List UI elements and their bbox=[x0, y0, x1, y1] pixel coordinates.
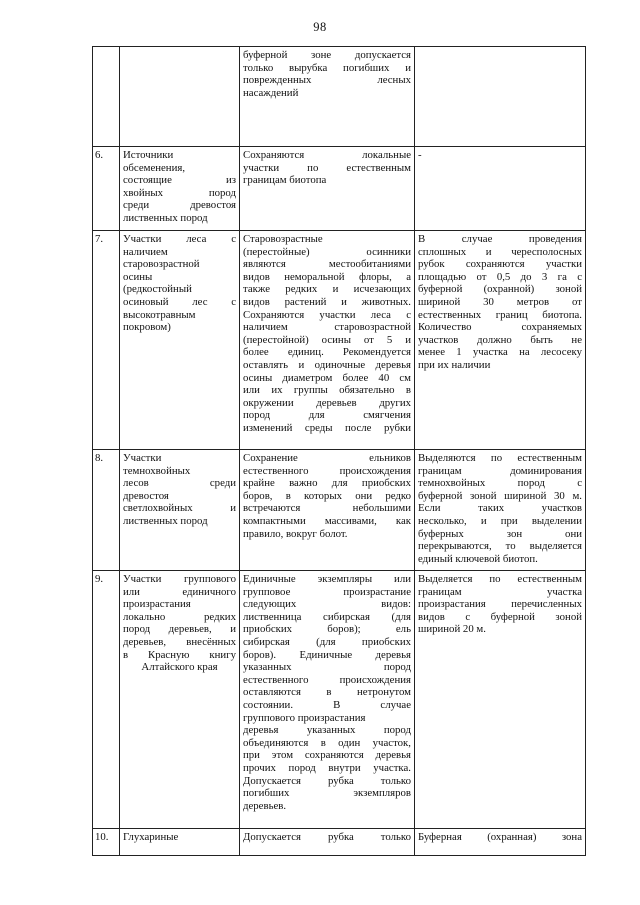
cell-text-line: деревьев. bbox=[243, 799, 287, 812]
cell-text-line: перекрываются, то выделяется bbox=[418, 540, 582, 553]
cell-text-line: Сохраняются локальные bbox=[243, 149, 411, 161]
biotope-name-cell bbox=[120, 231, 240, 450]
cell-text-line: Единичные экземпляры или bbox=[243, 573, 411, 585]
cell-text-line: Допускается рубка только bbox=[243, 774, 411, 787]
cell-text-line: оставляются в нетронутом bbox=[243, 686, 411, 699]
cell-text-line: высокотравным bbox=[123, 308, 196, 321]
allocation-rule-cell bbox=[415, 147, 586, 231]
cell-text-line: единый ключевой биотоп. bbox=[418, 552, 538, 565]
cell-text-line: пород деревьев, и bbox=[123, 623, 236, 636]
row-number-cell: 9. bbox=[93, 571, 120, 829]
cell-text-line: Источники bbox=[123, 149, 174, 161]
allocation-rule-cell bbox=[415, 571, 586, 829]
allocation-rule-cell bbox=[415, 450, 586, 571]
description-cell bbox=[240, 571, 415, 829]
cell-text-line: встречаются небольшими bbox=[243, 502, 411, 515]
cell-text-line: лиственных пород bbox=[123, 211, 208, 224]
cell-text-line: буферной зоне допускается bbox=[243, 49, 411, 61]
cell-text-line: наличием bbox=[123, 245, 168, 258]
cell-text-line: естественного происхождения bbox=[243, 464, 411, 477]
cell-text-line: осины bbox=[123, 270, 153, 283]
cell-text-line: поврежденных лесных bbox=[243, 74, 411, 87]
cell-text-line: в Красную книгу bbox=[123, 648, 236, 661]
cell-text-line: указанных пород bbox=[243, 661, 411, 674]
cell-text-line: боров). Единичные деревья bbox=[243, 648, 411, 661]
cell-text-line: также редких и исчезающих bbox=[243, 283, 411, 296]
cell-text-line: наличием старовозрастной bbox=[243, 321, 411, 334]
cell-text-line: осиновый лес с bbox=[123, 295, 236, 308]
description-cell bbox=[240, 450, 415, 571]
cell-text-line: рубок сохраняются участки bbox=[418, 258, 582, 271]
cell-text-line: при их наличии bbox=[418, 358, 491, 371]
cell-text-line: светлохвойных и bbox=[123, 502, 236, 515]
cell-text-line: Сохраняются участки леса с bbox=[243, 308, 411, 321]
cell-text-line: более единиц. Рекомендуется bbox=[243, 346, 411, 359]
cell-text-line: погибших экземпляров bbox=[243, 787, 411, 800]
cell-text-line: участков должно быть не bbox=[418, 333, 582, 346]
cell-text-line: (перестойной) осины от 5 и bbox=[243, 333, 411, 346]
biotope-name-cell bbox=[120, 829, 240, 856]
cell-text-line: или единичного bbox=[123, 585, 236, 598]
cell-text-line: естественного происхождения bbox=[243, 673, 411, 686]
allocation-rule-cell bbox=[415, 231, 586, 450]
cell-text-line: компактными массивами, как bbox=[243, 514, 411, 527]
cell-text-line: - bbox=[418, 149, 422, 161]
cell-text-line: произрастания bbox=[123, 598, 191, 611]
allocation-rule-cell bbox=[415, 829, 586, 856]
cell-text-line: (редкостойный bbox=[123, 283, 192, 296]
cell-text-line: Старовозрастные bbox=[243, 233, 323, 245]
biotope-name-cell bbox=[120, 571, 240, 829]
cell-text-line: Участки группового bbox=[123, 573, 236, 585]
cell-text-line: следующих видов: bbox=[243, 598, 411, 611]
cell-text-line: произрастания перечисленных bbox=[418, 598, 582, 611]
cell-text-line: состоящие из bbox=[123, 174, 236, 187]
cell-text-line: несколько, и при выделении bbox=[418, 514, 582, 527]
cell-text-line: буферной зоной шириной 30 м. bbox=[418, 489, 582, 502]
cell-text-line: приобских боров); ель bbox=[243, 623, 411, 636]
cell-text-line: сплошных и чересполосных bbox=[418, 245, 582, 258]
cell-text-line: состоянии. В случае bbox=[243, 698, 411, 711]
cell-text-line: Участки bbox=[123, 452, 162, 464]
cell-text-line: локально редких bbox=[123, 610, 236, 623]
cell-text-line: групповое произрастание bbox=[243, 585, 411, 598]
cell-text-line: объединяются в один участок, bbox=[243, 736, 411, 749]
cell-text-line: Количество сохраняемых bbox=[418, 321, 582, 334]
cell-text-line: естественных границ биотопа. bbox=[418, 308, 582, 321]
biotope-name-cell bbox=[120, 47, 240, 147]
cell-text-line: площадью от 0,5 до 3 га с bbox=[418, 270, 582, 283]
row-number-cell: 6. bbox=[93, 147, 120, 231]
row-number-cell: 8. bbox=[93, 450, 120, 571]
cell-text-line: границам доминирования bbox=[418, 464, 582, 477]
description-cell bbox=[240, 829, 415, 856]
cell-text-line: границам биотопа bbox=[243, 174, 327, 187]
cell-text-line: шириной 30 метров от bbox=[418, 295, 582, 308]
cell-text-line: границам участка bbox=[418, 585, 582, 598]
cell-text-line: насаждений bbox=[243, 86, 299, 99]
table-row bbox=[93, 829, 586, 856]
cell-text-line: лиственница сибирская (для bbox=[243, 610, 411, 623]
page-number: 98 bbox=[313, 20, 327, 34]
cell-text-line: группового произрастания bbox=[243, 711, 366, 724]
cell-text-line: Выделяются по естественным bbox=[418, 452, 582, 464]
table-row bbox=[93, 450, 586, 571]
cell-text-line: правило, вокруг болот. bbox=[243, 527, 348, 540]
cell-text-line: сибирская (для приобских bbox=[243, 635, 411, 648]
cell-text-line: хвойных пород bbox=[123, 186, 236, 199]
cell-text-line: покровом) bbox=[123, 321, 171, 334]
cell-text-line: буферной (охранной) зоной bbox=[418, 283, 582, 296]
cell-text-line: Глухариные bbox=[123, 831, 179, 843]
cell-text-line: Сохранение ельников bbox=[243, 452, 411, 464]
cell-text-line: осины диаметром более 40 см bbox=[243, 371, 411, 384]
cell-text-line: Буферная (охранная) зона bbox=[418, 831, 582, 843]
biotope-name-cell bbox=[120, 450, 240, 571]
cell-text-line: темнохвойных пород с bbox=[418, 477, 582, 490]
cell-text-line: только вырубка погибших и bbox=[243, 61, 411, 74]
cell-text-line: темнохвойных bbox=[123, 464, 191, 477]
cell-text-line: буферных зон они bbox=[418, 527, 582, 540]
allocation-rule-cell bbox=[415, 47, 586, 147]
table-row bbox=[93, 571, 586, 829]
cell-text-line: Допускается рубка только bbox=[243, 831, 411, 843]
cell-text-line: лесов среди bbox=[123, 477, 236, 490]
cell-text-line: Если таких участков bbox=[418, 502, 582, 515]
row-number-cell: 10. bbox=[93, 829, 120, 856]
cell-text-line: пород для смягчения bbox=[243, 409, 411, 422]
cell-text-line: древостоя bbox=[123, 489, 169, 502]
row-number-cell bbox=[93, 47, 120, 147]
cell-text-line: Выделяется по естественным bbox=[418, 573, 582, 585]
cell-text-line: окружении деревьев других bbox=[243, 396, 411, 409]
cell-text-line: деревья указанных пород bbox=[243, 724, 411, 737]
description-cell bbox=[240, 47, 415, 147]
cell-text-line: прочих пород внутри участка. bbox=[243, 761, 411, 774]
cell-text-line: обсеменения, bbox=[123, 161, 186, 174]
cell-text-line: являются местообитаниями bbox=[243, 258, 411, 271]
cell-text-line: среди древостоя bbox=[123, 199, 236, 212]
cell-text-line: при этом сохраняются деревья bbox=[243, 749, 411, 762]
cell-text-line: деревьев, внесённых bbox=[123, 635, 236, 648]
table-row bbox=[93, 147, 586, 231]
cell-text-line: (перестойные) осинники bbox=[243, 245, 411, 258]
description-cell bbox=[240, 147, 415, 231]
cell-text-line: крайне важно для приобских bbox=[243, 477, 411, 490]
cell-text-line: старовозрастной bbox=[123, 258, 200, 271]
cell-text-line: лиственных пород bbox=[123, 514, 208, 527]
cell-text-line: Участки леса с bbox=[123, 233, 236, 245]
cell-text-line: видов неморальной флоры, а bbox=[243, 270, 411, 283]
cell-text-line: видов растений и животных. bbox=[243, 295, 411, 308]
cell-text-line: оставлять и одиночные деревья bbox=[243, 358, 411, 371]
cell-text-line: изменений среды после рубки bbox=[243, 421, 411, 434]
cell-text-line: или их группы обязательно в bbox=[243, 384, 411, 397]
table-row bbox=[93, 231, 586, 450]
cell-text-line: шириной 20 м. bbox=[418, 623, 486, 636]
cell-text-line: Алтайского края bbox=[141, 661, 218, 674]
cell-text-line: В случае проведения bbox=[418, 233, 582, 245]
row-number-cell: 7. bbox=[93, 231, 120, 450]
cell-text-line: участки по естественным bbox=[243, 161, 411, 174]
description-cell bbox=[240, 231, 415, 450]
biotope-name-cell bbox=[120, 147, 240, 231]
cell-text-line: боров, в которых они редко bbox=[243, 489, 411, 502]
cell-text-line: менее 1 участка на лесосеку bbox=[418, 346, 582, 359]
table-row bbox=[93, 47, 586, 147]
cell-text-line: видов с буферной зоной bbox=[418, 610, 582, 623]
biotope-table bbox=[92, 46, 586, 856]
